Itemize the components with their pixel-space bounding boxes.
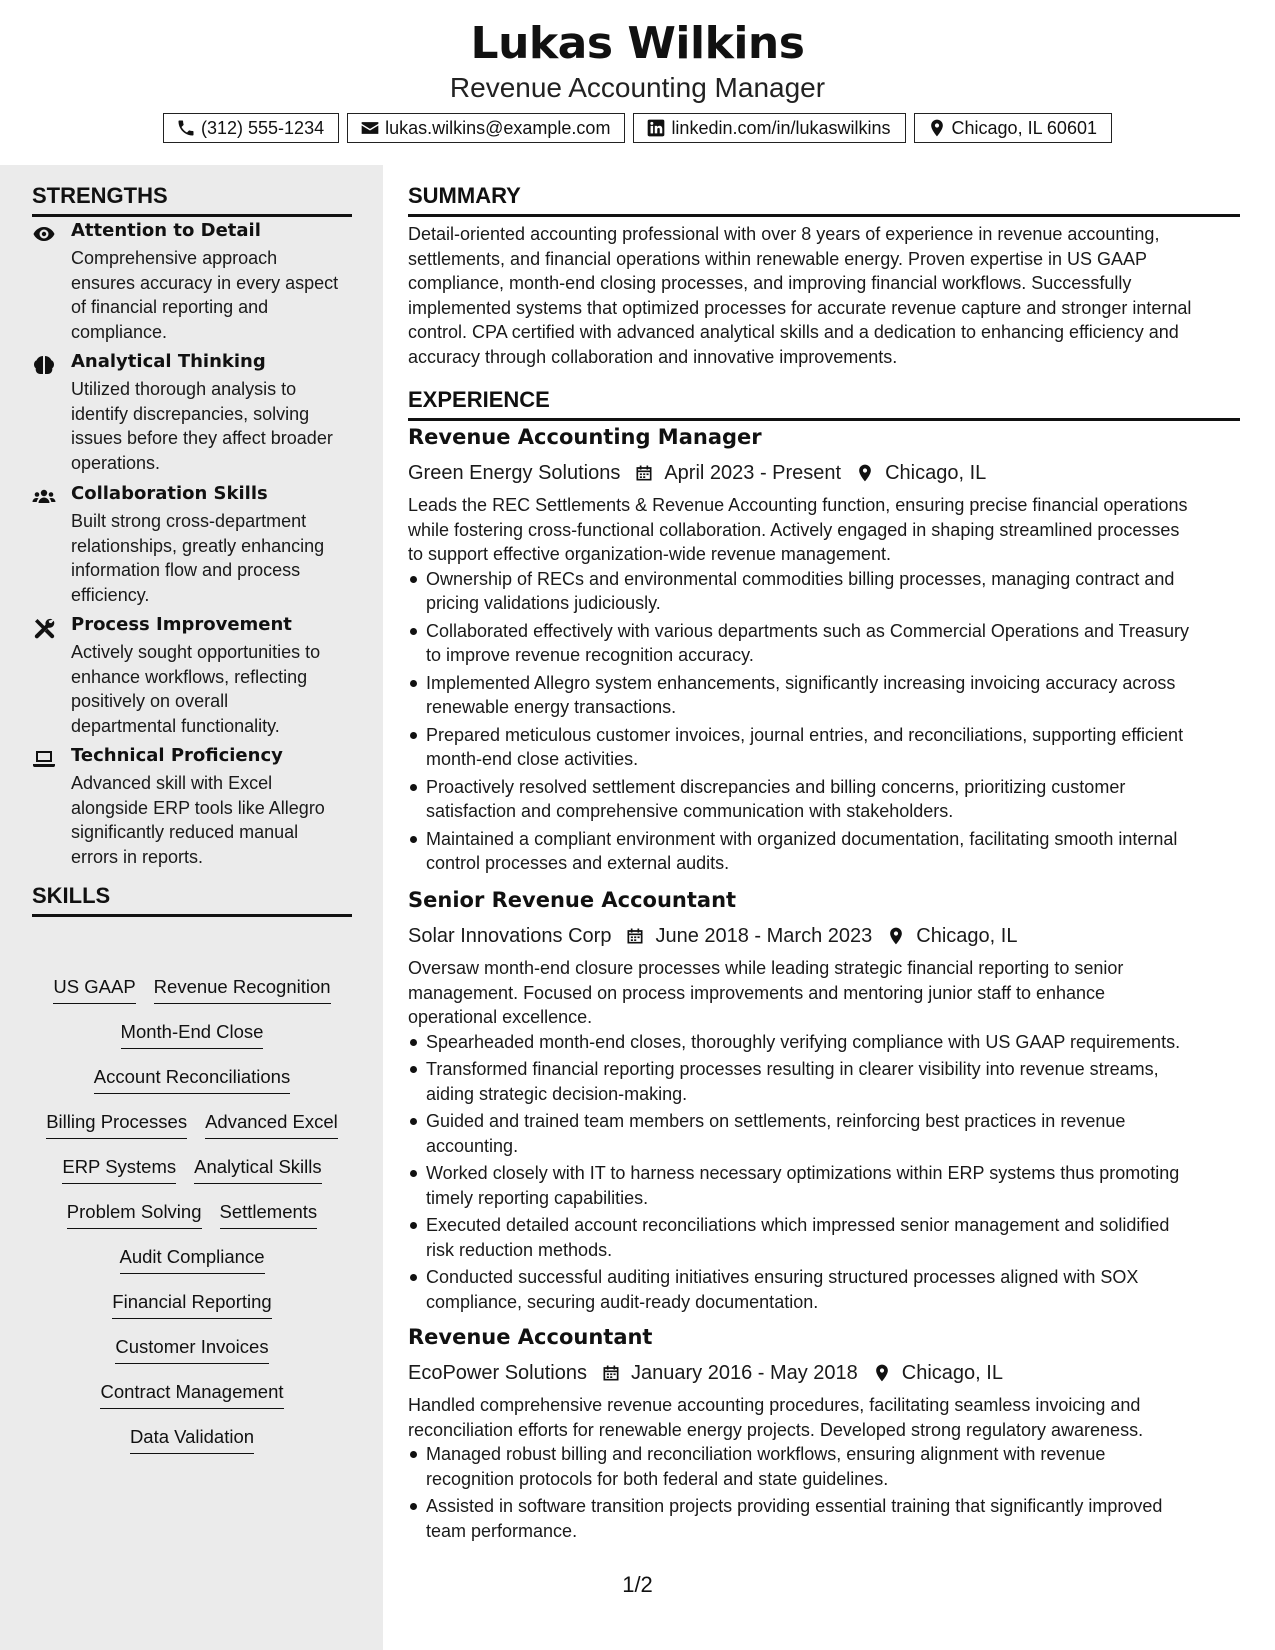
list-item: Worked closely with IT to harness necessary optimizations within ERP systems thus promoting timely reporting capabilities. (408, 1161, 1240, 1210)
skill-tag: Contract Management (100, 1381, 283, 1409)
candidate-name: Lukas Wilkins (470, 18, 805, 69)
envelope-icon (360, 118, 380, 138)
map-pin-icon (927, 118, 947, 138)
job-title: Revenue Accounting Manager (408, 425, 762, 449)
experience-heading: EXPERIENCE (408, 387, 1240, 421)
skill-tag: Data Validation (130, 1426, 254, 1454)
strength-title: Technical Proficiency (71, 745, 283, 766)
list-item: Collaborated effectively with various departments such as Commercial Operations and Treasury to improve revenue recognition accuracy. (408, 619, 1240, 668)
skill-tag: US GAAP (53, 976, 135, 1004)
skill-tag: Problem Solving (67, 1201, 202, 1229)
page-number: 1/2 (622, 1572, 653, 1597)
contact-linkedin[interactable] (633, 113, 905, 143)
skill-tag: Billing Processes (46, 1111, 187, 1139)
skill-tag: Financial Reporting (112, 1291, 271, 1319)
candidate-title: Revenue Accounting Manager (449, 72, 826, 103)
job-description: Leads the REC Settlements & Revenue Accounting function, ensuring precise financial operations while fostering cross-functional collaboration. Actively engaged in shaping streamlined processes to support effective organization-wide revenue management. (408, 495, 1188, 564)
strength-description: Utilized thorough analysis to identify discrepancies, solving issues before they affect broader operations. (71, 379, 333, 473)
contact-linkedin-text: linkedin.com/in/lukaswilkins (671, 117, 891, 138)
job-dates: June 2018 - March 2023 (655, 924, 873, 947)
map-pin-icon (841, 463, 885, 483)
skill-tag: Analytical Skills (194, 1156, 322, 1184)
job-location: Chicago, IL (916, 924, 1018, 947)
map-pin-icon (858, 1363, 902, 1383)
skill-tag: Audit Compliance (120, 1246, 265, 1274)
job-meta (408, 1357, 1240, 1389)
skill-tag: Month-End Close (121, 1021, 264, 1049)
tools-icon (32, 616, 56, 640)
strength-description: Actively sought opportunities to enhance workflows, reflecting positively on overall departmental functionality. (71, 642, 321, 736)
job-company: EcoPower Solutions (408, 1361, 587, 1384)
calendar-icon (620, 463, 664, 483)
list-item: Implemented Allegro system enhancements, significantly increasing invoicing accuracy across renewable energy transactions. (408, 671, 1240, 720)
strength-description: Comprehensive approach ensures accuracy in every aspect of financial reporting and compliance. (71, 248, 339, 342)
job-bullets (408, 1442, 1240, 1543)
list-item: Managed robust billing and reconciliation workflows, ensuring alignment with revenue recognition protocols for both federal and state guidelines. (408, 1442, 1240, 1491)
skill-tag: Customer Invoices (115, 1336, 268, 1364)
skill-tag: Account Reconciliations (94, 1066, 290, 1094)
contact-email-text: lukas.wilkins@example.com (385, 117, 611, 138)
map-pin-icon (872, 926, 916, 946)
skill-tag: Settlements (220, 1201, 318, 1229)
job-description: Oversaw month-end closure processes while leading strategic financial reporting to senior management. Focused on process improvements and mentoring junior staff to enhance operational excellence. (408, 958, 1124, 1027)
job-bullets (408, 1030, 1240, 1315)
list-item: Prepared meticulous customer invoices, journal entries, and reconciliations, supporting efficient month-end close activities. (408, 723, 1240, 772)
job-entry (408, 425, 1240, 879)
linkedin-icon (646, 118, 666, 138)
job-company: Solar Innovations Corp (408, 924, 612, 947)
list-item: Executed detailed account reconciliations which impressed senior management and solidified risk reduction methods. (408, 1213, 1240, 1262)
job-company: Green Energy Solutions (408, 461, 621, 484)
job-dates: January 2016 - May 2018 (630, 1361, 858, 1384)
calendar-icon (587, 1363, 631, 1383)
list-item: Guided and trained team members on settlements, reinforcing best practices in revenue accounting. (408, 1109, 1240, 1158)
list-item: Proactively resolved settlement discrepancies and billing concerns, prioritizing customer satisfaction and comprehensive communication with stakeholders. (408, 775, 1240, 824)
job-title: Senior Revenue Accountant (408, 888, 737, 912)
contact-location-text: Chicago, IL 60601 (951, 117, 1097, 138)
summary-heading: SUMMARY (408, 183, 1240, 217)
job-title: Revenue Accountant (408, 1325, 653, 1349)
list-item: Assisted in software transition projects providing essential training that significantly improved team performance. (408, 1494, 1240, 1543)
contact-bar (0, 113, 1275, 143)
list-item: Ownership of RECs and environmental commodities billing processes, managing contract and pricing validations judiciously. (408, 567, 1240, 616)
strength-title: Process Improvement (71, 614, 292, 635)
list-item: Conducted successful auditing initiatives ensuring structured processes aligned with SOX compliance, securing audit-ready documentation. (408, 1265, 1240, 1314)
job-entry (408, 888, 1240, 1317)
laptop-icon (32, 747, 56, 771)
phone-icon (176, 118, 196, 138)
skill-tag: Revenue Recognition (154, 976, 331, 1004)
contact-phone[interactable] (163, 113, 339, 143)
job-meta (408, 920, 1240, 952)
job-entry (408, 1325, 1240, 1546)
job-bullets (408, 567, 1240, 876)
contact-email[interactable] (347, 113, 625, 143)
summary-text: Detail-oriented accounting professional with over 8 years of experience in revenue accounting, settlements, and financial operations within renewable energy. Proven expertise in US GAAP compliance, month-end closing processes, and improving financial workflows. Successfully implemented systems that optimized processes for accurate revenue capture and stronger internal control. CPA certified with advanced analytical skills and a dedication to enhancing efficiency and accuracy through collaboration and innovative improvements. (408, 224, 1192, 367)
strength-description: Advanced skill with Excel alongside ERP tools like Allegro significantly reduced manual errors in reports. (71, 773, 325, 867)
contact-phone-text: (312) 555-1234 (201, 117, 325, 138)
users-icon (32, 485, 56, 509)
strength-title: Analytical Thinking (71, 351, 266, 372)
strength-title: Collaboration Skills (71, 483, 268, 504)
list-item: Transformed financial reporting processes resulting in clearer visibility into revenue streams, aiding strategic decision-making. (408, 1057, 1240, 1106)
job-dates: April 2023 - Present (664, 461, 842, 484)
brain-icon (32, 353, 56, 377)
skills-list (32, 976, 352, 1471)
list-item: Maintained a compliant environment with organized documentation, facilitating smooth internal control processes and external audits. (408, 827, 1240, 876)
contact-location (914, 113, 1112, 143)
eye-icon (32, 222, 56, 246)
strength-description: Built strong cross-department relationships, greatly enhancing information flow and process efficiency. (71, 511, 325, 605)
skills-heading: SKILLS (32, 883, 352, 917)
skill-tag: ERP Systems (62, 1156, 176, 1184)
resume-header (0, 0, 1275, 165)
strengths-heading: STRENGTHS (32, 183, 352, 217)
job-description: Handled comprehensive revenue accounting procedures, facilitating seamless invoicing and reconciliation efforts for renewable energy projects. Developed strong regulatory awareness. (408, 1395, 1144, 1440)
calendar-icon (611, 926, 655, 946)
job-location: Chicago, IL (885, 461, 987, 484)
job-meta (408, 457, 1240, 489)
list-item: Spearheaded month-end closes, thoroughly verifying compliance with US GAAP requirements. (408, 1030, 1240, 1055)
strength-title: Attention to Detail (71, 220, 261, 241)
job-location: Chicago, IL (901, 1361, 1003, 1384)
skill-tag: Advanced Excel (205, 1111, 338, 1139)
